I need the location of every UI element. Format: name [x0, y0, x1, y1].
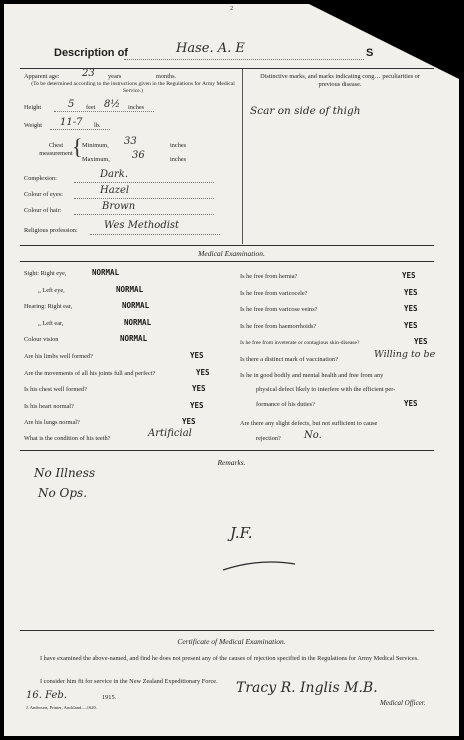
medical-top-rule — [20, 245, 434, 246]
attestation-page — [4, 4, 459, 736]
religion-value: Wes Methodist — [104, 220, 180, 231]
remarks-initials: J.F. — [230, 524, 253, 542]
varicose-label: Is he free from varicose veins? — [240, 306, 318, 313]
sight-left-value: NORMAL — [116, 285, 144, 294]
vaccination-value: Willing to be — [374, 349, 436, 360]
height-label: Height — [24, 104, 42, 111]
height-feet-value: 5 — [68, 99, 75, 110]
name-underline — [124, 59, 364, 60]
medical-sub-rule — [20, 261, 434, 262]
religion-line — [90, 234, 220, 235]
sight-right-value: NORMAL — [92, 268, 120, 277]
printer-imprint: J. Anderson, Printer, Auckland.—1620. — [26, 705, 97, 710]
weight-value: 11-7 — [60, 117, 83, 128]
hearing-left-value: NORMAL — [124, 318, 152, 327]
vaccination-label: Is there a distinct mark of vaccination? — [240, 356, 338, 363]
chest-brace: { — [72, 134, 83, 159]
certificate-paragraph1: I have examined the above-named, and find he does not present any of the causes of rejection specified in the Regulations for Army Medical Services. — [40, 655, 419, 662]
certificate-paragraph2: I consider him fit for service in the New Zealand Expeditionary Force. — [40, 678, 218, 685]
height-feet-label: feet — [86, 104, 96, 111]
chest-min-unit: inches — [170, 142, 187, 149]
remarks-line1: No Illness — [34, 466, 96, 480]
title-cut-text: S — [366, 47, 374, 59]
bodily-question-line2: physical defect likely to interfere with the efficient per- — [256, 386, 396, 393]
haemorrhoids-value: YES — [404, 321, 418, 330]
complexion-line — [74, 182, 214, 183]
hearing-right-value: NORMAL — [122, 301, 150, 310]
teeth-value: Artificial — [148, 428, 192, 439]
weight-unit: lb. — [94, 122, 101, 129]
heart-value: YES — [190, 401, 204, 410]
religion-label: Religious profession: — [24, 227, 78, 234]
complexion-value: Dark. — [100, 169, 128, 180]
bodily-question-line3: formance of his duties? — [256, 401, 315, 408]
colour-vision-value: NORMAL — [120, 334, 148, 343]
marks-value: Scar on side of thigh — [250, 105, 361, 117]
medical-officer-signature: Tracy R. Inglis M.B. — [236, 680, 378, 696]
varicocele-value: YES — [404, 288, 418, 297]
joints-value: YES — [196, 368, 210, 377]
heart-label: Is his heart normal? — [24, 403, 74, 410]
chest-min-value: 33 — [124, 136, 137, 147]
hernia-label: Is he free from hernia? — [240, 273, 298, 280]
remarks-line2: No Ops. — [38, 486, 88, 500]
colour-vision-label: Colour vision — [24, 336, 59, 343]
age-note: (To be determined according to the instructions given in the Regulations for Army Medical Service.) — [31, 81, 235, 94]
soldier-name: Hase. A. E — [176, 41, 245, 56]
certificate-heading: Certificate of Medical Examination. — [177, 637, 286, 646]
eyes-label: Colour of eyes: — [24, 191, 63, 198]
page-number: 2 — [230, 5, 234, 12]
bodily-value: YES — [404, 399, 418, 408]
chest-label: Chest measurement — [39, 142, 73, 157]
hair-line — [74, 214, 214, 215]
skin-disease-value: YES — [414, 337, 428, 346]
age-years-label: years — [108, 73, 122, 80]
chest-max-value: 36 — [132, 150, 145, 161]
weight-label: Weight — [24, 122, 43, 129]
haemorrhoids-label: Is he free from haemorrhoids? — [240, 323, 317, 330]
medical-officer-label: Medical Officer. — [380, 699, 426, 707]
limbs-label: Are his limbs well formed? — [24, 353, 93, 360]
hernia-value: YES — [402, 271, 416, 280]
sight-right-label: Sight: Right eye, — [24, 270, 67, 277]
hearing-left-label: „ Left ear, — [38, 320, 64, 327]
limbs-value: YES — [190, 351, 204, 360]
defects-value: No. — [304, 430, 322, 441]
teeth-label: What is the condition of his teeth? — [24, 435, 111, 442]
remarks-heading: Remarks. — [217, 458, 246, 467]
weight-line — [50, 129, 110, 130]
age-value: 23 — [82, 68, 95, 79]
chest-formed-value: YES — [192, 384, 206, 393]
height-line — [54, 111, 154, 112]
complexion-label: Complexion: — [24, 175, 57, 182]
height-inches-label: inches — [128, 104, 145, 111]
hair-value: Brown — [102, 201, 136, 212]
hearing-right-label: Hearing: Right ear, — [24, 303, 73, 310]
age-label: Apparent age: — [24, 73, 60, 80]
skin-disease-label: Is he free from inveterate or contagious skin-disease? — [240, 340, 360, 346]
lungs-value: YES — [182, 417, 196, 426]
age-months-label: months. — [156, 73, 177, 80]
lungs-label: Are his lungs normal? — [24, 419, 80, 426]
page-title: Description of — [54, 47, 128, 59]
varicocele-label: Is he free from varicocele? — [240, 290, 308, 297]
varicose-value: YES — [404, 304, 418, 313]
defects-question-line2: rejection? — [256, 435, 281, 442]
certificate-year: 1915. — [102, 694, 117, 701]
hair-label: Colour of hair: — [24, 207, 62, 214]
eyes-line — [74, 198, 214, 199]
height-inches-value: 8½ — [104, 99, 121, 110]
chest-min-label: Minimum, — [82, 142, 109, 149]
initials-flourish — [219, 556, 299, 576]
chest-max-unit: inches — [170, 156, 187, 163]
certificate-date: 16. Feb. — [26, 690, 67, 701]
eyes-value: Hazel — [100, 185, 130, 196]
defects-question-line1: Are there any slight defects, but not sufficient to cause — [240, 420, 378, 427]
sight-left-label: „ Left eye, — [38, 287, 65, 294]
chest-formed-label: Is his chest well formed? — [24, 386, 87, 393]
bodily-question-line1: Is he in good bodily and mental health and free from any — [240, 372, 384, 379]
marks-heading: Distinctive marks, and marks indicating cong… peculiarities or previous disease. — [260, 73, 420, 88]
column-divider — [242, 69, 243, 244]
joints-label: Are the movements of all his joints full and perfect? — [24, 370, 156, 377]
medical-heading: Medical Examination. — [198, 249, 265, 258]
remarks-rule — [20, 450, 434, 451]
chest-max-label: Maximum, — [82, 156, 110, 163]
certificate-rule — [20, 630, 434, 631]
